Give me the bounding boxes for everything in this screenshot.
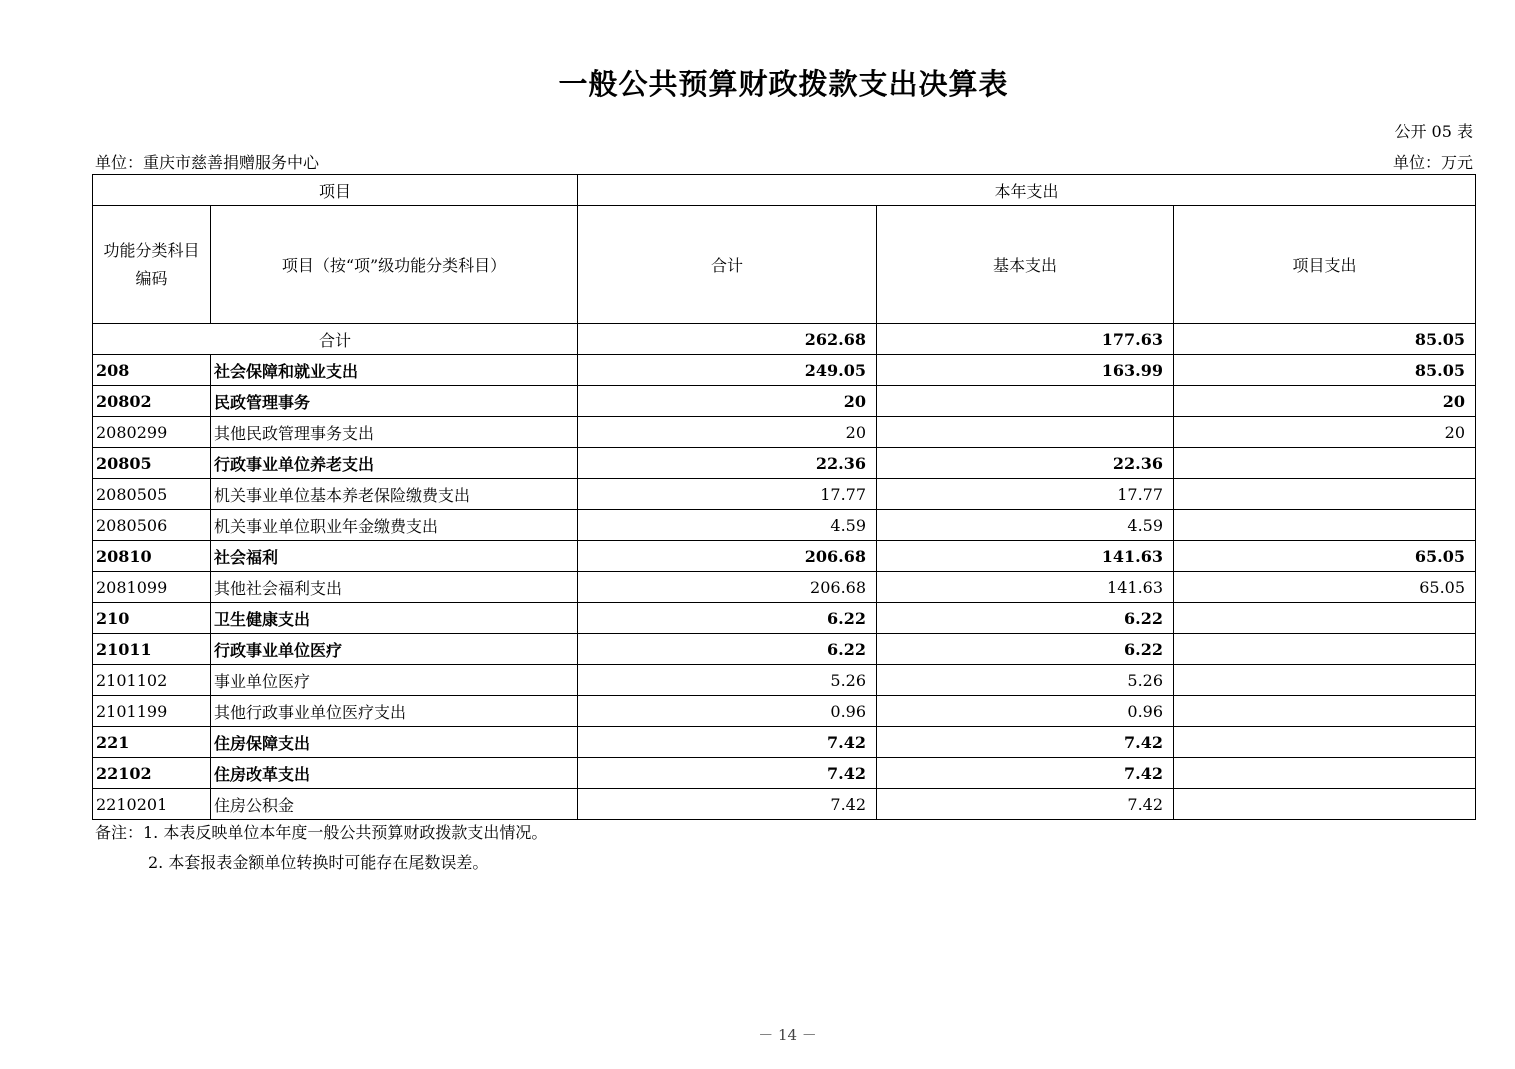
row-basic: 17.77	[877, 479, 1174, 510]
table-row	[93, 603, 1476, 634]
row-code: 210	[93, 603, 211, 634]
currency-unit: 单位：万元	[1392, 153, 1473, 172]
row-name: 卫生健康支出	[211, 603, 578, 634]
row-code: 2210201	[93, 789, 211, 820]
form-number: 公开 05 表	[1394, 122, 1473, 141]
row-project	[1174, 665, 1476, 696]
row-code: 221	[93, 727, 211, 758]
row-total: 20	[578, 386, 877, 417]
row-total: 0.96	[578, 696, 877, 727]
row-project	[1174, 634, 1476, 665]
row-code: 2081099	[93, 572, 211, 603]
table-row	[93, 789, 1476, 820]
table-row	[93, 572, 1476, 603]
row-total: 17.77	[578, 479, 877, 510]
row-code: 2080505	[93, 479, 211, 510]
note-line-2: 2. 本套报表金额单位转换时可能存在尾数误差。	[148, 853, 489, 872]
header-name: 项目（按“项”级功能分类科目）	[211, 206, 578, 324]
row-name: 社会福利	[211, 541, 578, 572]
row-project	[1174, 758, 1476, 789]
row-name: 其他社会福利支出	[211, 572, 578, 603]
row-total: 22.36	[578, 448, 877, 479]
table-row	[93, 417, 1476, 448]
expenditure-table	[92, 174, 1476, 820]
row-total: 7.42	[578, 758, 877, 789]
row-name: 机关事业单位职业年金缴费支出	[211, 510, 578, 541]
row-basic	[877, 386, 1174, 417]
header-code: 功能分类科目编码	[93, 206, 211, 324]
row-total: 5.26	[578, 665, 877, 696]
row-name: 住房公积金	[211, 789, 578, 820]
row-basic: 6.22	[877, 603, 1174, 634]
row-project: 20	[1174, 417, 1476, 448]
table-row	[93, 727, 1476, 758]
row-project	[1174, 448, 1476, 479]
row-name: 社会保障和就业支出	[211, 355, 578, 386]
row-project	[1174, 603, 1476, 634]
row-code: 21011	[93, 634, 211, 665]
table-row	[93, 541, 1476, 572]
header-project: 项目支出	[1174, 206, 1476, 324]
table-row	[93, 510, 1476, 541]
row-basic: 141.63	[877, 572, 1174, 603]
header-current-year: 本年支出	[578, 175, 1476, 206]
header-basic: 基本支出	[877, 206, 1174, 324]
document-title: 一般公共预算财政拨款支出决算表	[558, 67, 1009, 101]
total-basic: 177.63	[877, 324, 1174, 355]
row-project: 20	[1174, 386, 1476, 417]
row-project	[1174, 510, 1476, 541]
row-project: 65.05	[1174, 572, 1476, 603]
header-row-top	[93, 175, 1476, 206]
row-name: 住房保障支出	[211, 727, 578, 758]
total-row	[93, 324, 1476, 355]
header-row-bottom	[93, 206, 1476, 324]
row-code: 2080299	[93, 417, 211, 448]
table-row	[93, 634, 1476, 665]
row-total: 6.22	[578, 603, 877, 634]
row-code: 22102	[93, 758, 211, 789]
table-row	[93, 386, 1476, 417]
row-basic: 6.22	[877, 634, 1174, 665]
header-item: 项目	[93, 175, 578, 206]
row-project	[1174, 479, 1476, 510]
row-project	[1174, 696, 1476, 727]
row-basic: 7.42	[877, 727, 1174, 758]
total-project: 85.05	[1174, 324, 1476, 355]
table-row	[93, 448, 1476, 479]
row-code: 2101102	[93, 665, 211, 696]
row-name: 行政事业单位医疗	[211, 634, 578, 665]
header-total: 合计	[578, 206, 877, 324]
row-basic: 163.99	[877, 355, 1174, 386]
total-total: 262.68	[578, 324, 877, 355]
table-row	[93, 758, 1476, 789]
row-project: 65.05	[1174, 541, 1476, 572]
row-code: 20805	[93, 448, 211, 479]
row-code: 20810	[93, 541, 211, 572]
table-row	[93, 696, 1476, 727]
row-basic: 4.59	[877, 510, 1174, 541]
row-total: 7.42	[578, 789, 877, 820]
row-name: 事业单位医疗	[211, 665, 578, 696]
row-project	[1174, 789, 1476, 820]
row-name: 其他行政事业单位医疗支出	[211, 696, 578, 727]
row-basic: 7.42	[877, 789, 1174, 820]
row-project: 85.05	[1174, 355, 1476, 386]
row-total: 6.22	[578, 634, 877, 665]
row-name: 其他民政管理事务支出	[211, 417, 578, 448]
row-name: 民政管理事务	[211, 386, 578, 417]
row-code: 2080506	[93, 510, 211, 541]
table-row	[93, 665, 1476, 696]
page-number: － 14 －	[758, 1026, 817, 1044]
row-project	[1174, 727, 1476, 758]
row-total: 206.68	[578, 541, 877, 572]
row-basic	[877, 417, 1174, 448]
row-total: 4.59	[578, 510, 877, 541]
organization-unit: 单位：重庆市慈善捐赠服务中心	[95, 153, 320, 172]
row-total: 20	[578, 417, 877, 448]
row-basic: 22.36	[877, 448, 1174, 479]
row-name: 机关事业单位基本养老保险缴费支出	[211, 479, 578, 510]
total-label: 合计	[93, 324, 578, 355]
note-line-1: 备注：1. 本表反映单位本年度一般公共预算财政拨款支出情况。	[95, 823, 548, 842]
row-basic: 5.26	[877, 665, 1174, 696]
row-code: 2101199	[93, 696, 211, 727]
table-row	[93, 355, 1476, 386]
row-basic: 7.42	[877, 758, 1174, 789]
row-name: 行政事业单位养老支出	[211, 448, 578, 479]
row-name: 住房改革支出	[211, 758, 578, 789]
row-basic: 141.63	[877, 541, 1174, 572]
row-code: 208	[93, 355, 211, 386]
row-total: 206.68	[578, 572, 877, 603]
row-total: 249.05	[578, 355, 877, 386]
row-code: 20802	[93, 386, 211, 417]
row-total: 7.42	[578, 727, 877, 758]
table-row	[93, 479, 1476, 510]
row-basic: 0.96	[877, 696, 1174, 727]
